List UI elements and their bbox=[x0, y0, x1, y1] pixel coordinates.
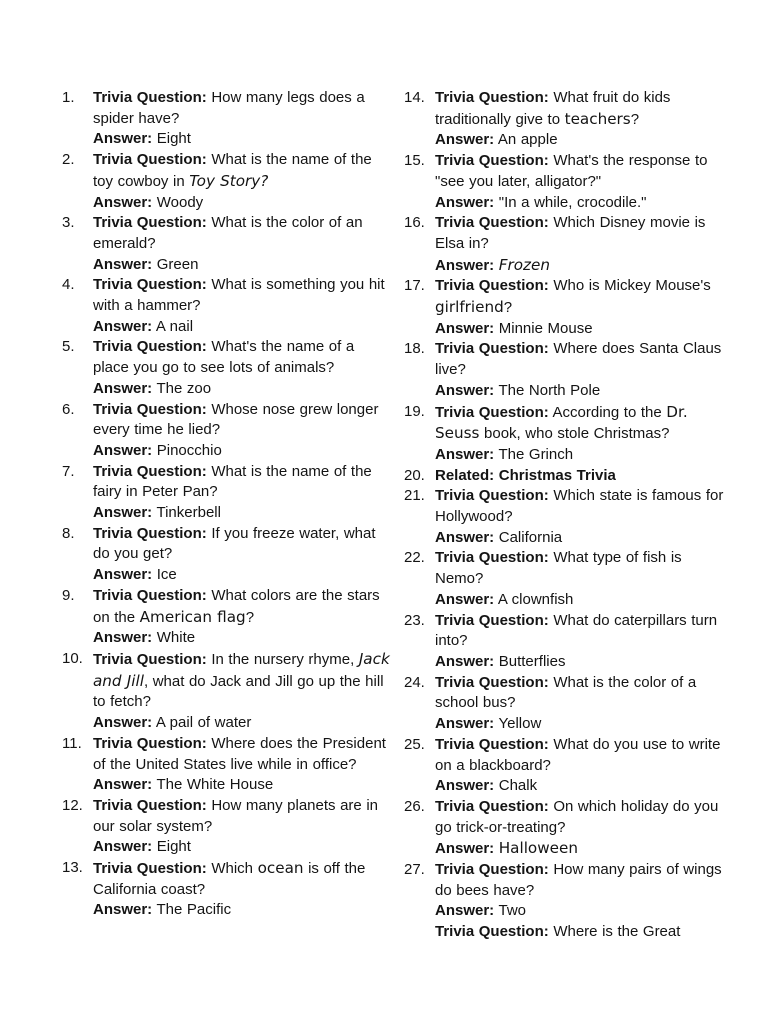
trivia-item bbox=[404, 402, 734, 466]
text-segment: Trivia Question: bbox=[93, 338, 207, 356]
text-segment: Answer: bbox=[93, 714, 153, 732]
answer-line bbox=[93, 713, 393, 734]
text-segment: Answer: bbox=[93, 629, 153, 647]
text-segment: Eight bbox=[152, 130, 191, 148]
text-segment: Trivia Question: bbox=[93, 89, 207, 106]
trivia-item bbox=[62, 858, 393, 921]
text-segment: ? bbox=[503, 299, 513, 317]
answer-line bbox=[93, 628, 393, 649]
text-segment: Answer: bbox=[435, 381, 495, 399]
item-number: 2. bbox=[62, 151, 75, 169]
trivia-item bbox=[62, 649, 393, 734]
answer-line bbox=[93, 441, 393, 462]
text-segment: Answer: bbox=[93, 255, 153, 273]
text-segment: Halloween bbox=[498, 839, 578, 858]
text-segment: Answer: bbox=[93, 130, 153, 148]
question-line bbox=[93, 88, 393, 129]
item-number: 22. bbox=[404, 549, 425, 567]
trivia-item bbox=[62, 275, 393, 337]
text-segment: Trivia Question: bbox=[93, 650, 207, 668]
item-text bbox=[435, 611, 734, 673]
trivia-item bbox=[62, 796, 393, 858]
item-text bbox=[93, 796, 393, 858]
trivia-item bbox=[62, 524, 393, 586]
answer-line bbox=[435, 445, 734, 466]
answer-line bbox=[435, 193, 734, 214]
text-segment: Trivia Question: bbox=[435, 403, 549, 421]
answer-line bbox=[435, 901, 734, 922]
text-segment: Dr. Seuss bbox=[435, 402, 688, 443]
item-text bbox=[93, 88, 393, 150]
text-segment: Two bbox=[494, 902, 526, 920]
text-segment: Answer: bbox=[93, 776, 153, 794]
trivia-item bbox=[62, 462, 393, 524]
text-segment: Butterflies bbox=[494, 652, 566, 670]
text-segment: Green bbox=[152, 255, 199, 273]
text-segment: Frozen bbox=[498, 255, 550, 274]
text-segment: According to the bbox=[548, 403, 667, 421]
item-number: 16. bbox=[404, 214, 425, 232]
trivia-item bbox=[404, 213, 734, 276]
item-number: 8. bbox=[62, 524, 75, 542]
text-segment: In the nursery rhyme, bbox=[206, 650, 359, 668]
text-segment: If you freeze water, what do you get? bbox=[93, 524, 376, 563]
text-segment: How many pairs of wings do bees have? bbox=[435, 861, 722, 899]
text-segment: Trivia Question: bbox=[435, 277, 549, 295]
item-text bbox=[93, 649, 393, 734]
item-text bbox=[435, 466, 734, 487]
question-line bbox=[93, 150, 393, 192]
item-number: 6. bbox=[62, 400, 75, 418]
answer-line bbox=[93, 317, 393, 338]
question-line bbox=[93, 213, 393, 254]
answer-line bbox=[93, 193, 393, 214]
question-line bbox=[435, 213, 734, 254]
answer-line bbox=[435, 528, 734, 549]
text-segment: Answer: bbox=[435, 131, 495, 149]
text-segment: Which Disney movie is Elsa in? bbox=[435, 214, 706, 252]
text-segment: Trivia Question: bbox=[93, 586, 207, 604]
text-segment: Related: Christmas Trivia bbox=[435, 466, 616, 484]
item-number: 5. bbox=[62, 338, 75, 356]
trivia-item bbox=[404, 735, 734, 797]
trivia-item bbox=[404, 548, 734, 610]
item-text bbox=[93, 400, 393, 462]
text-segment: Whose nose grew longer every time he lied? bbox=[93, 400, 379, 439]
trivia-item bbox=[404, 88, 734, 151]
text-segment: teachers bbox=[564, 109, 631, 128]
item-number: 20. bbox=[404, 466, 425, 484]
text-segment: What is the name of the toy cowboy in bbox=[93, 151, 372, 190]
text-segment: Trivia Question: bbox=[93, 524, 207, 542]
text-segment: What's the response to "see you later, alligator?" bbox=[435, 152, 708, 190]
trivia-item bbox=[404, 486, 734, 548]
text-segment: Tinkerbell bbox=[152, 504, 221, 522]
text-segment: The White House bbox=[152, 776, 274, 794]
item-number: 25. bbox=[404, 735, 425, 753]
text-segment: Trivia Question: bbox=[93, 734, 207, 752]
text-segment: A nail bbox=[152, 317, 194, 335]
item-text bbox=[93, 734, 393, 796]
question-line bbox=[93, 337, 393, 378]
text-segment: Eight bbox=[152, 838, 191, 856]
question-line bbox=[435, 402, 734, 445]
question-line bbox=[435, 797, 734, 838]
answer-line bbox=[435, 381, 734, 402]
text-segment: Answer: bbox=[93, 317, 153, 335]
item-number: 17. bbox=[404, 277, 425, 295]
text-segment: Answer: bbox=[435, 528, 495, 546]
text-segment: Where does Santa Claus live? bbox=[435, 340, 722, 379]
question-line bbox=[435, 486, 734, 527]
item-text bbox=[435, 797, 734, 860]
text-segment: Answer: bbox=[93, 901, 153, 919]
text-segment: "In a while, crocodile." bbox=[494, 193, 647, 211]
text-segment: Trivia Question: bbox=[435, 549, 549, 567]
item-text bbox=[435, 548, 734, 610]
answer-line bbox=[435, 776, 734, 797]
trivia-item bbox=[404, 797, 734, 860]
item-text bbox=[93, 524, 393, 586]
text-segment: Where does the President of the United States live while in office? bbox=[93, 734, 386, 773]
trivia-item bbox=[404, 339, 734, 401]
item-number: 1. bbox=[62, 89, 75, 106]
question-line bbox=[93, 649, 393, 713]
item-number: 24. bbox=[404, 673, 425, 691]
question-line bbox=[93, 586, 393, 628]
item-text bbox=[435, 402, 734, 466]
text-segment: , what do Jack and Jill go up the hill to fetch? bbox=[93, 672, 384, 711]
item-text bbox=[435, 735, 734, 797]
trivia-item bbox=[404, 860, 734, 922]
text-segment: Trivia Question: bbox=[435, 861, 549, 879]
text-segment: Trivia Question: bbox=[435, 487, 549, 505]
text-segment: Trivia Question: bbox=[93, 462, 207, 480]
text-segment: Trivia Question: bbox=[93, 796, 207, 814]
text-segment: Answer: bbox=[93, 193, 153, 211]
text-segment: Trivia Question: bbox=[93, 860, 207, 878]
answer-line bbox=[435, 838, 734, 860]
text-segment: Trivia Question: bbox=[435, 340, 549, 358]
text-segment: How many legs does a spider have? bbox=[93, 89, 365, 127]
item-text bbox=[93, 462, 393, 524]
text-segment: Answer: bbox=[435, 652, 495, 670]
text-segment: An apple bbox=[494, 131, 558, 149]
text-segment: Answer: bbox=[93, 566, 153, 584]
answer-line bbox=[435, 590, 734, 611]
item-text bbox=[93, 150, 393, 213]
question-line bbox=[435, 151, 734, 192]
trivia-item bbox=[404, 922, 734, 943]
item-number: 3. bbox=[62, 214, 75, 232]
text-segment: Trivia Question: bbox=[93, 151, 207, 169]
text-segment: book, who stole Christmas? bbox=[479, 425, 670, 443]
text-segment: Ice bbox=[152, 566, 177, 584]
text-segment: White bbox=[152, 629, 196, 647]
answer-line bbox=[93, 775, 393, 796]
trivia-item bbox=[404, 466, 734, 487]
item-number: 13. bbox=[62, 859, 83, 877]
item-text bbox=[93, 586, 393, 649]
answer-line bbox=[435, 319, 734, 340]
answer-line bbox=[93, 255, 393, 276]
text-segment: Minnie Mouse bbox=[494, 319, 593, 337]
column-right bbox=[404, 88, 734, 943]
item-number: 11. bbox=[62, 734, 82, 752]
text-segment: Answer: bbox=[435, 902, 495, 920]
question-line bbox=[93, 734, 393, 775]
item-number: 18. bbox=[404, 340, 425, 358]
item-text bbox=[93, 858, 393, 921]
text-segment: Answer: bbox=[93, 838, 153, 856]
question-line bbox=[93, 796, 393, 837]
text-segment: girlfriend bbox=[435, 298, 504, 317]
answer-line bbox=[93, 565, 393, 586]
item-text bbox=[435, 88, 734, 151]
question-line bbox=[435, 735, 734, 776]
text-segment: What do caterpillars turn into? bbox=[435, 611, 718, 650]
text-segment: Trivia Question: bbox=[93, 214, 207, 232]
text-segment: American flag bbox=[139, 607, 246, 626]
text-segment: Where is the Great bbox=[548, 923, 681, 941]
question-line bbox=[435, 673, 734, 714]
text-segment: Which bbox=[206, 860, 258, 878]
question-line bbox=[435, 88, 734, 130]
answer-line bbox=[93, 129, 393, 150]
text-segment: Trivia Question: bbox=[435, 923, 549, 941]
trivia-item bbox=[62, 400, 393, 462]
item-number: 27. bbox=[404, 861, 425, 879]
text-segment: Trivia Question: bbox=[435, 89, 549, 106]
text-segment: What is the name of the fairy in Peter Pan? bbox=[93, 462, 372, 501]
answer-line bbox=[93, 503, 393, 524]
text-segment: What is something you hit with a hammer? bbox=[93, 276, 385, 315]
item-number: 7. bbox=[62, 462, 75, 480]
text-segment: ? bbox=[245, 608, 255, 626]
text-segment: California bbox=[494, 528, 563, 546]
text-segment: Yellow bbox=[494, 715, 542, 733]
item-number: 15. bbox=[404, 152, 425, 170]
question-line bbox=[435, 922, 734, 943]
item-number: 19. bbox=[404, 402, 425, 420]
item-text bbox=[435, 673, 734, 735]
item-number: 21. bbox=[404, 487, 425, 505]
answer-line bbox=[435, 652, 734, 673]
question-line bbox=[435, 860, 734, 901]
item-number: 14. bbox=[404, 89, 425, 106]
trivia-item bbox=[404, 276, 734, 339]
text-segment: Answer: bbox=[435, 319, 495, 337]
text-segment: Answer: bbox=[93, 379, 153, 397]
item-number: 10. bbox=[62, 649, 83, 667]
answer-line bbox=[435, 255, 734, 277]
text-segment: Trivia Question: bbox=[93, 276, 207, 294]
text-segment: Chalk bbox=[494, 777, 538, 795]
question-line bbox=[435, 548, 734, 589]
item-text bbox=[435, 213, 734, 276]
text-segment: Pinocchio bbox=[152, 441, 222, 459]
question-line bbox=[93, 524, 393, 565]
text-segment: The North Pole bbox=[494, 381, 601, 399]
text-segment: Trivia Question: bbox=[435, 673, 549, 691]
item-text bbox=[93, 337, 393, 399]
column-left bbox=[62, 88, 393, 921]
text-segment: Jack and Jill bbox=[93, 649, 390, 690]
text-segment: Woody bbox=[152, 193, 204, 211]
text-segment: How many planets are in our solar system? bbox=[93, 796, 379, 835]
text-segment: What fruit do kids traditionally give to bbox=[435, 89, 671, 128]
item-number: 23. bbox=[404, 611, 425, 629]
item-text bbox=[435, 922, 734, 943]
text-segment: Trivia Question: bbox=[435, 611, 549, 629]
text-segment: Trivia Question: bbox=[435, 797, 549, 815]
text-segment: What's the name of a place you go to see lots of animals? bbox=[93, 338, 355, 377]
trivia-item bbox=[62, 586, 393, 649]
text-segment: Trivia Question: bbox=[93, 400, 207, 418]
item-text bbox=[435, 276, 734, 339]
text-segment: What is the color of a school bus? bbox=[435, 673, 697, 712]
text-segment: What type of fish is Nemo? bbox=[435, 549, 682, 588]
trivia-item bbox=[404, 151, 734, 213]
question-line bbox=[435, 611, 734, 652]
question-line bbox=[435, 466, 734, 487]
text-segment: Answer: bbox=[435, 590, 495, 608]
question-line bbox=[93, 400, 393, 441]
text-segment: Who is Mickey Mouse's bbox=[548, 277, 711, 295]
trivia-item bbox=[62, 734, 393, 796]
item-text bbox=[435, 339, 734, 401]
answer-line bbox=[93, 379, 393, 400]
trivia-item bbox=[62, 337, 393, 399]
text-segment: On which holiday do you go trick-or-treating? bbox=[435, 797, 719, 836]
text-segment: Answer: bbox=[435, 445, 495, 463]
text-segment: Trivia Question: bbox=[435, 735, 549, 753]
question-line bbox=[435, 276, 734, 318]
text-segment: ? bbox=[630, 110, 640, 128]
text-segment: ocean bbox=[257, 859, 304, 878]
text-segment: What is the color of an emerald? bbox=[93, 214, 363, 252]
text-segment: A pail of water bbox=[152, 714, 252, 732]
question-line bbox=[93, 275, 393, 316]
answer-line bbox=[435, 714, 734, 735]
trivia-item bbox=[62, 150, 393, 213]
text-segment: The Grinch bbox=[494, 445, 574, 463]
answer-line bbox=[93, 900, 393, 921]
item-text bbox=[435, 151, 734, 213]
question-line bbox=[93, 462, 393, 503]
text-segment: Trivia Question: bbox=[435, 152, 549, 170]
answer-line bbox=[93, 837, 393, 858]
text-segment: What do you use to write on a blackboard? bbox=[435, 735, 721, 774]
trivia-item bbox=[62, 213, 393, 275]
text-segment: is off the California coast? bbox=[93, 860, 366, 898]
item-text bbox=[435, 486, 734, 548]
text-segment: Answer: bbox=[435, 256, 495, 274]
item-number: 4. bbox=[62, 276, 75, 294]
trivia-item bbox=[62, 88, 393, 150]
item-number: 12. bbox=[62, 796, 83, 814]
item-number: 26. bbox=[404, 797, 425, 815]
text-segment: Answer: bbox=[93, 504, 153, 522]
question-line bbox=[93, 858, 393, 900]
text-segment: Trivia Question: bbox=[435, 214, 549, 232]
text-segment: Answer: bbox=[435, 840, 495, 858]
question-line bbox=[435, 339, 734, 380]
item-text bbox=[93, 213, 393, 275]
text-segment: Answer: bbox=[435, 715, 495, 733]
text-segment: Toy Story? bbox=[189, 171, 269, 190]
item-text bbox=[93, 275, 393, 337]
text-segment: What colors are the stars on the bbox=[93, 586, 380, 626]
item-number: 9. bbox=[62, 586, 75, 604]
text-segment: The Pacific bbox=[152, 901, 232, 919]
text-segment: A clownfish bbox=[494, 590, 574, 608]
trivia-item bbox=[404, 673, 734, 735]
trivia-item bbox=[404, 611, 734, 673]
text-segment: Answer: bbox=[93, 441, 153, 459]
text-segment: Answer: bbox=[435, 193, 495, 211]
answer-line bbox=[435, 130, 734, 151]
text-segment: Which state is famous for Hollywood? bbox=[435, 487, 724, 526]
text-segment: The zoo bbox=[152, 379, 212, 397]
item-text bbox=[435, 860, 734, 922]
text-segment: Answer: bbox=[435, 777, 495, 795]
